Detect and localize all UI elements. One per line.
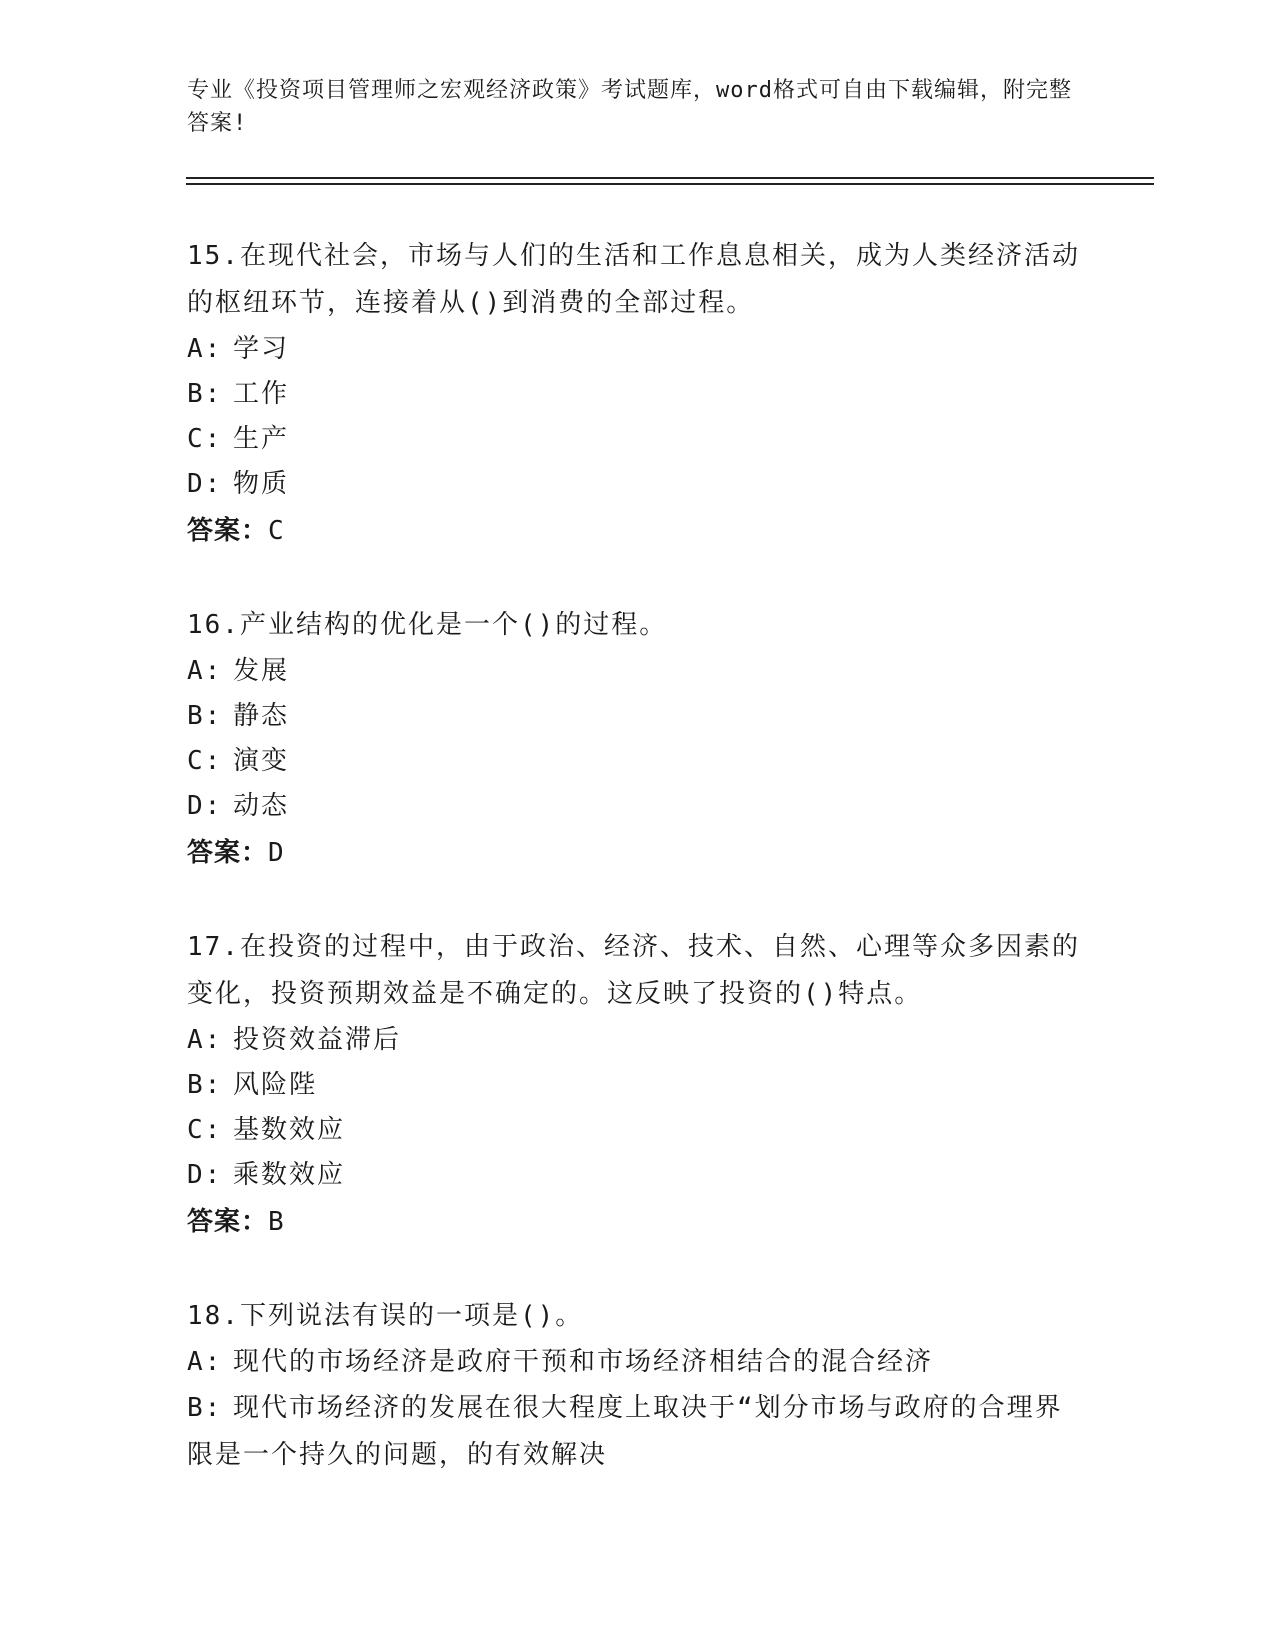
question-15 xyxy=(187,233,1087,555)
question-number: 17. xyxy=(187,932,240,962)
answer-line xyxy=(187,829,1087,877)
question-text xyxy=(187,924,1087,1018)
document-header: 专业《投资项目管理师之宏观经济政策》考试题库，word格式可自由下载编辑，附完整答案! xyxy=(187,78,1072,136)
question-text xyxy=(187,602,1087,649)
option-text: 演变 xyxy=(233,746,290,776)
question-stem: 下列说法有误的一项是()。 xyxy=(239,1301,584,1331)
option-c xyxy=(187,1108,1087,1153)
question-17 xyxy=(187,924,1087,1246)
question-stem: 在投资的过程中，由于政治、经济、技术、自然、心理等众多因素的变化，投资预期效益是不确定的。这反映了投资的()特点。 xyxy=(187,932,1080,1009)
option-a xyxy=(187,649,1087,694)
option-key: A: xyxy=(187,656,223,686)
option-a xyxy=(187,1018,1087,1063)
option-text: 乘数效应 xyxy=(233,1160,346,1190)
option-key: A: xyxy=(187,334,223,364)
option-a xyxy=(187,327,1087,372)
option-key: C: xyxy=(187,424,223,454)
question-list xyxy=(187,233,1087,1526)
question-number: 18. xyxy=(187,1301,240,1331)
option-b xyxy=(187,1385,1087,1479)
option-c xyxy=(187,417,1087,462)
option-text: 静态 xyxy=(233,701,290,731)
option-key: B: xyxy=(187,1070,223,1100)
option-key: B: xyxy=(187,379,223,409)
option-text: 工作 xyxy=(233,379,290,409)
option-b xyxy=(187,372,1087,417)
answer-line xyxy=(187,1198,1087,1246)
question-stem: 产业结构的优化是一个()的过程。 xyxy=(239,610,668,640)
option-key: C: xyxy=(187,1115,223,1145)
answer-label: 答案： xyxy=(187,516,269,546)
option-text: 现代的市场经济是政府干预和市场经济相结合的混合经济 xyxy=(233,1347,934,1377)
option-text: 发展 xyxy=(233,656,290,686)
answer-value: C xyxy=(268,516,285,546)
answer-label: 答案： xyxy=(187,1207,269,1237)
option-key: D: xyxy=(187,791,223,821)
option-key: D: xyxy=(187,1160,223,1190)
option-key: D: xyxy=(187,469,223,499)
header-rule-top xyxy=(186,177,1154,179)
question-number: 15. xyxy=(187,241,240,271)
header-rule-bottom xyxy=(186,183,1154,185)
question-number: 16. xyxy=(187,610,240,640)
option-text: 生产 xyxy=(233,424,290,454)
option-text: 动态 xyxy=(233,791,290,821)
question-16 xyxy=(187,602,1087,877)
option-d xyxy=(187,784,1087,829)
option-b xyxy=(187,1063,1087,1108)
question-18 xyxy=(187,1293,1087,1479)
option-key: A: xyxy=(187,1025,223,1055)
answer-value: B xyxy=(268,1207,285,1237)
option-text: 基数效应 xyxy=(233,1115,346,1145)
option-key: B: xyxy=(187,1393,223,1423)
option-key: A: xyxy=(187,1347,223,1377)
question-text xyxy=(187,1293,1087,1340)
option-text: 投资效益滞后 xyxy=(233,1025,402,1055)
option-text: 现代市场经济的发展在很大程度上取决于“划分市场与政府的合理界限是一个持久的问题，的有效解决 xyxy=(187,1393,1063,1470)
answer-label: 答案： xyxy=(187,838,269,868)
option-a xyxy=(187,1340,1087,1385)
option-b xyxy=(187,694,1087,739)
option-key: C: xyxy=(187,746,223,776)
question-text xyxy=(187,233,1087,327)
option-text: 物质 xyxy=(233,469,290,499)
option-text: 学习 xyxy=(233,334,290,364)
answer-value: D xyxy=(268,838,285,868)
option-text: 风险陛 xyxy=(233,1070,318,1100)
answer-line xyxy=(187,507,1087,555)
question-stem: 在现代社会，市场与人们的生活和工作息息相关，成为人类经济活动的枢纽环节，连接着从()到消费的全部过程。 xyxy=(187,241,1080,318)
option-key: B: xyxy=(187,701,223,731)
option-d xyxy=(187,462,1087,507)
option-c xyxy=(187,739,1087,784)
option-d xyxy=(187,1153,1087,1198)
